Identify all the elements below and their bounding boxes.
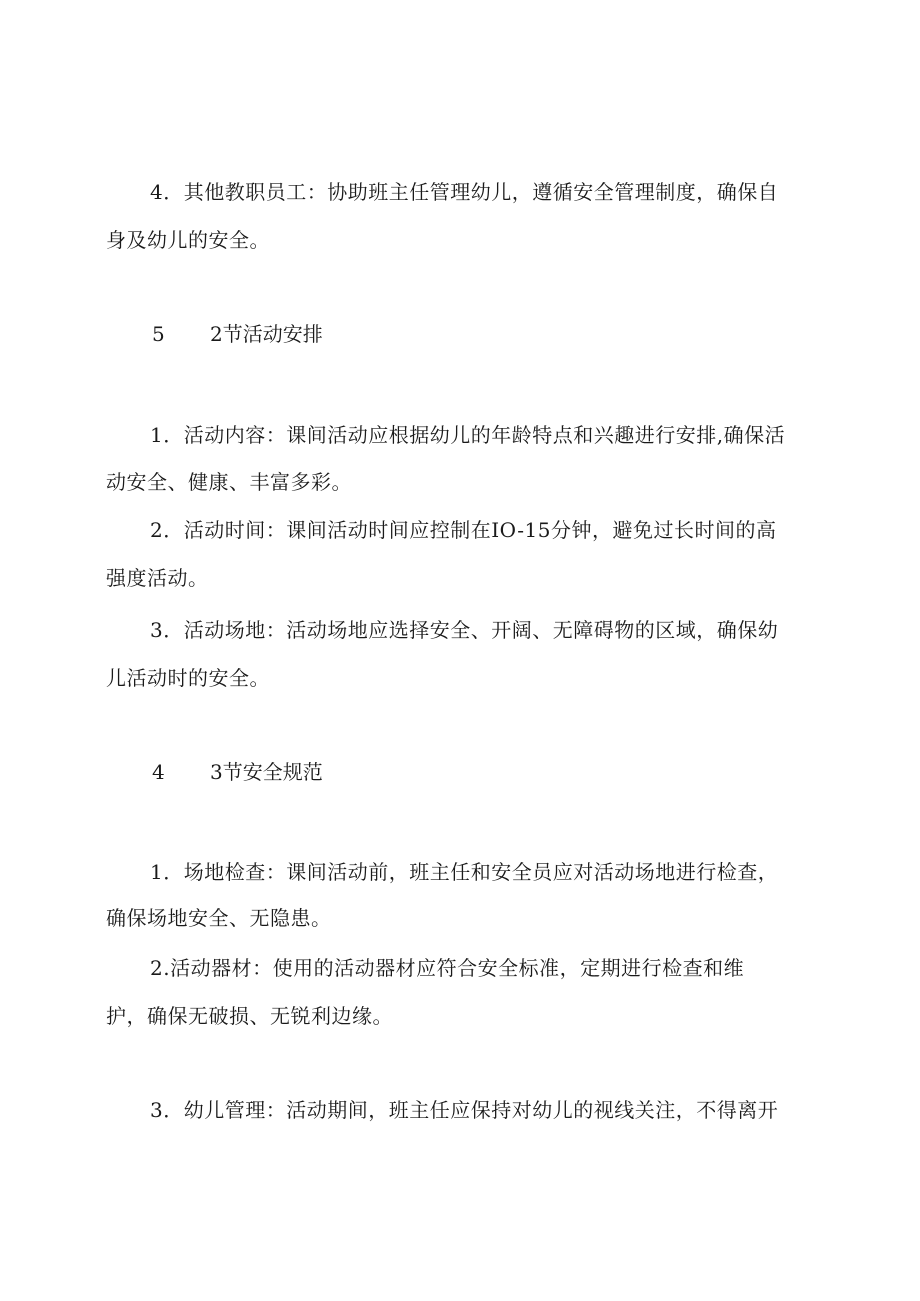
section-heading [152, 320, 323, 348]
paragraph-line: 3．幼儿管理：活动期间，班主任应保持对幼儿的视线关注，不得离开 [150, 1098, 779, 1122]
paragraph-line: 1．活动内容：课间活动应根据幼儿的年龄特点和兴趣进行安排,确保活 [150, 423, 786, 447]
paragraph-line: 2．活动时间：课间活动时间应控制在IO-15分钟，避免过长时间的高 [150, 518, 777, 542]
section-number: 5 [152, 322, 165, 346]
section-heading [152, 758, 323, 786]
paragraph-line: 护，确保无破损、无锐利边缘。 [106, 1004, 393, 1028]
paragraph-line: 强度活动。 [106, 566, 209, 590]
paragraph-line: 身及幼儿的安全。 [106, 228, 270, 252]
paragraph-line: 1．场地检查：课间活动前，班主任和安全员应对活动场地进行检查， [150, 860, 779, 884]
paragraph-line: 动安全、健康、丰富多彩。 [106, 470, 352, 494]
paragraph-line: 2.活动器材：使用的活动器材应符合安全标准，定期进行检查和维 [150, 956, 745, 980]
paragraph-line: 儿活动时的安全。 [106, 666, 270, 690]
section-title: 3节安全规范 [210, 760, 323, 784]
paragraph-line: 4．其他教职员工：协助班主任管理幼儿，遵循安全管理制度，确保自 [150, 180, 779, 204]
section-title: 2节活动安排 [210, 322, 323, 346]
section-number: 4 [152, 760, 165, 784]
paragraph-line: 3．活动场地：活动场地应选择安全、开阔、无障碍物的区域，确保幼 [150, 618, 779, 642]
paragraph-line: 确保场地安全、无隐患。 [106, 906, 332, 930]
